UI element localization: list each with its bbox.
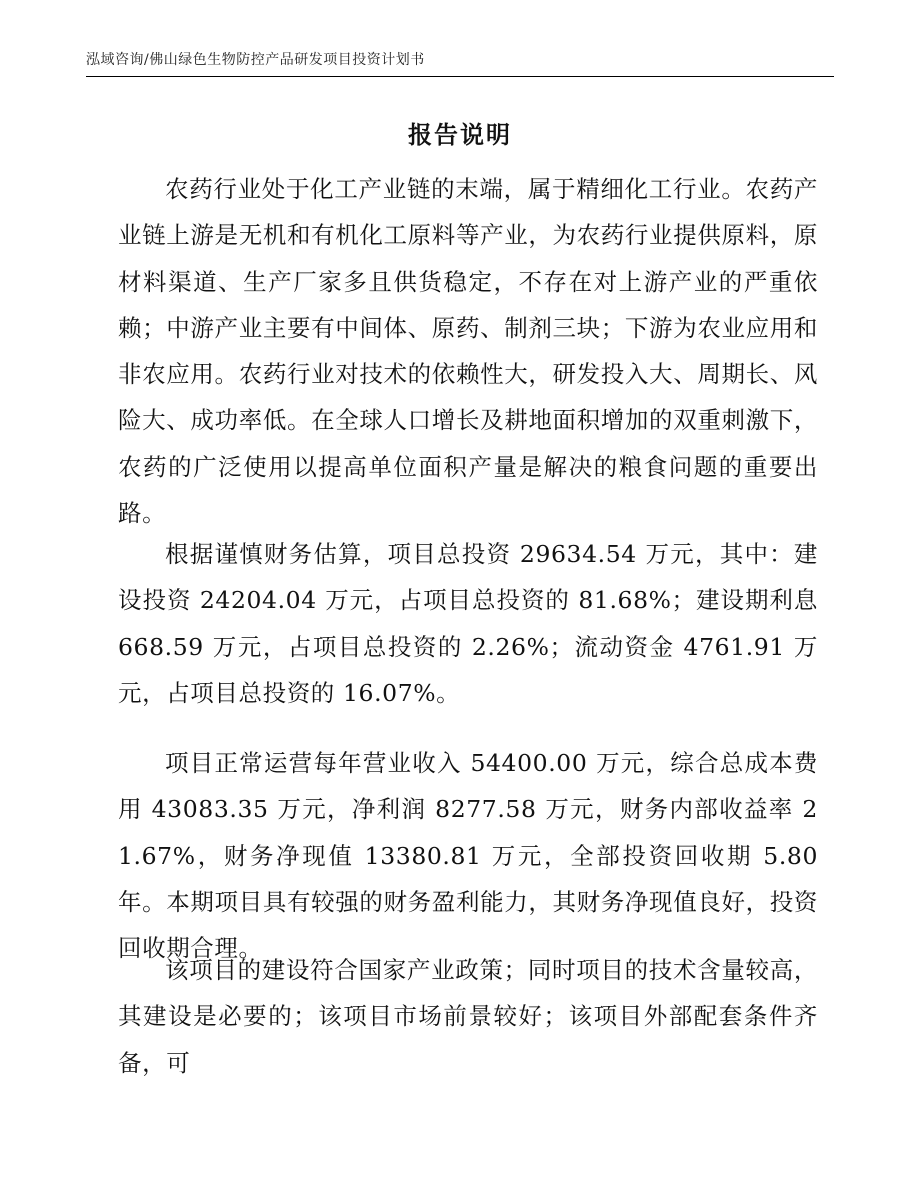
body-paragraph-revenue [118, 740, 818, 971]
paragraph-text: 项目正常运营每年营业收入 54400.00 万元，综合总成本费用 43083.35 万元，净利润 8277.58 万元，财务内部收益率 21.67%，财务净现值 13380.81 万元，全部投资回收期 5.80 年。本期项目具有较强的财务盈利能力，其财务净现值良好，投资回收期合理。 [118, 749, 818, 963]
body-paragraph-industry [118, 166, 818, 536]
paragraph-text: 根据谨慎财务估算，项目总投资 29634.54 万元，其中：建设投资 24204.04 万元，占项目总投资的 81.68%；建设期利息 668.59 万元，占项目总投资的 2.26%；流动资金 4761.91 万元，占项目总投资的 16.07%。 [118, 540, 818, 707]
header-divider [86, 76, 834, 77]
paragraph-text: 该项目的建设符合国家产业政策；同时项目的技术含量较高，其建设是必要的；该项目市场前景较好；该项目外部配套条件齐备，可 [118, 956, 818, 1077]
paragraph-text: 农药行业处于化工产业链的末端，属于精细化工行业。农药产业链上游是无机和有机化工原料等产业，为农药行业提供原料，原材料渠道、生产厂家多且供货稳定，不存在对上游产业的严重依赖；中游产业主要有中间体、原药、制剂三块；下游为农业应用和非农应用。农药行业对技术的依赖性大，研发投入大、周期长、风险大、成功率低。在全球人口增长及耕地面积增加的双重刺激下，农药的广泛使用以提高单位面积产量是解决的粮食问题的重要出路。 [118, 175, 818, 528]
page-title: 报告说明 [408, 120, 512, 149]
body-paragraph-conclusion [118, 947, 818, 1086]
body-paragraph-investment [118, 531, 818, 716]
running-header: 泓域咨询/佛山绿色生物防控产品研发项目投资计划书 [86, 52, 425, 68]
